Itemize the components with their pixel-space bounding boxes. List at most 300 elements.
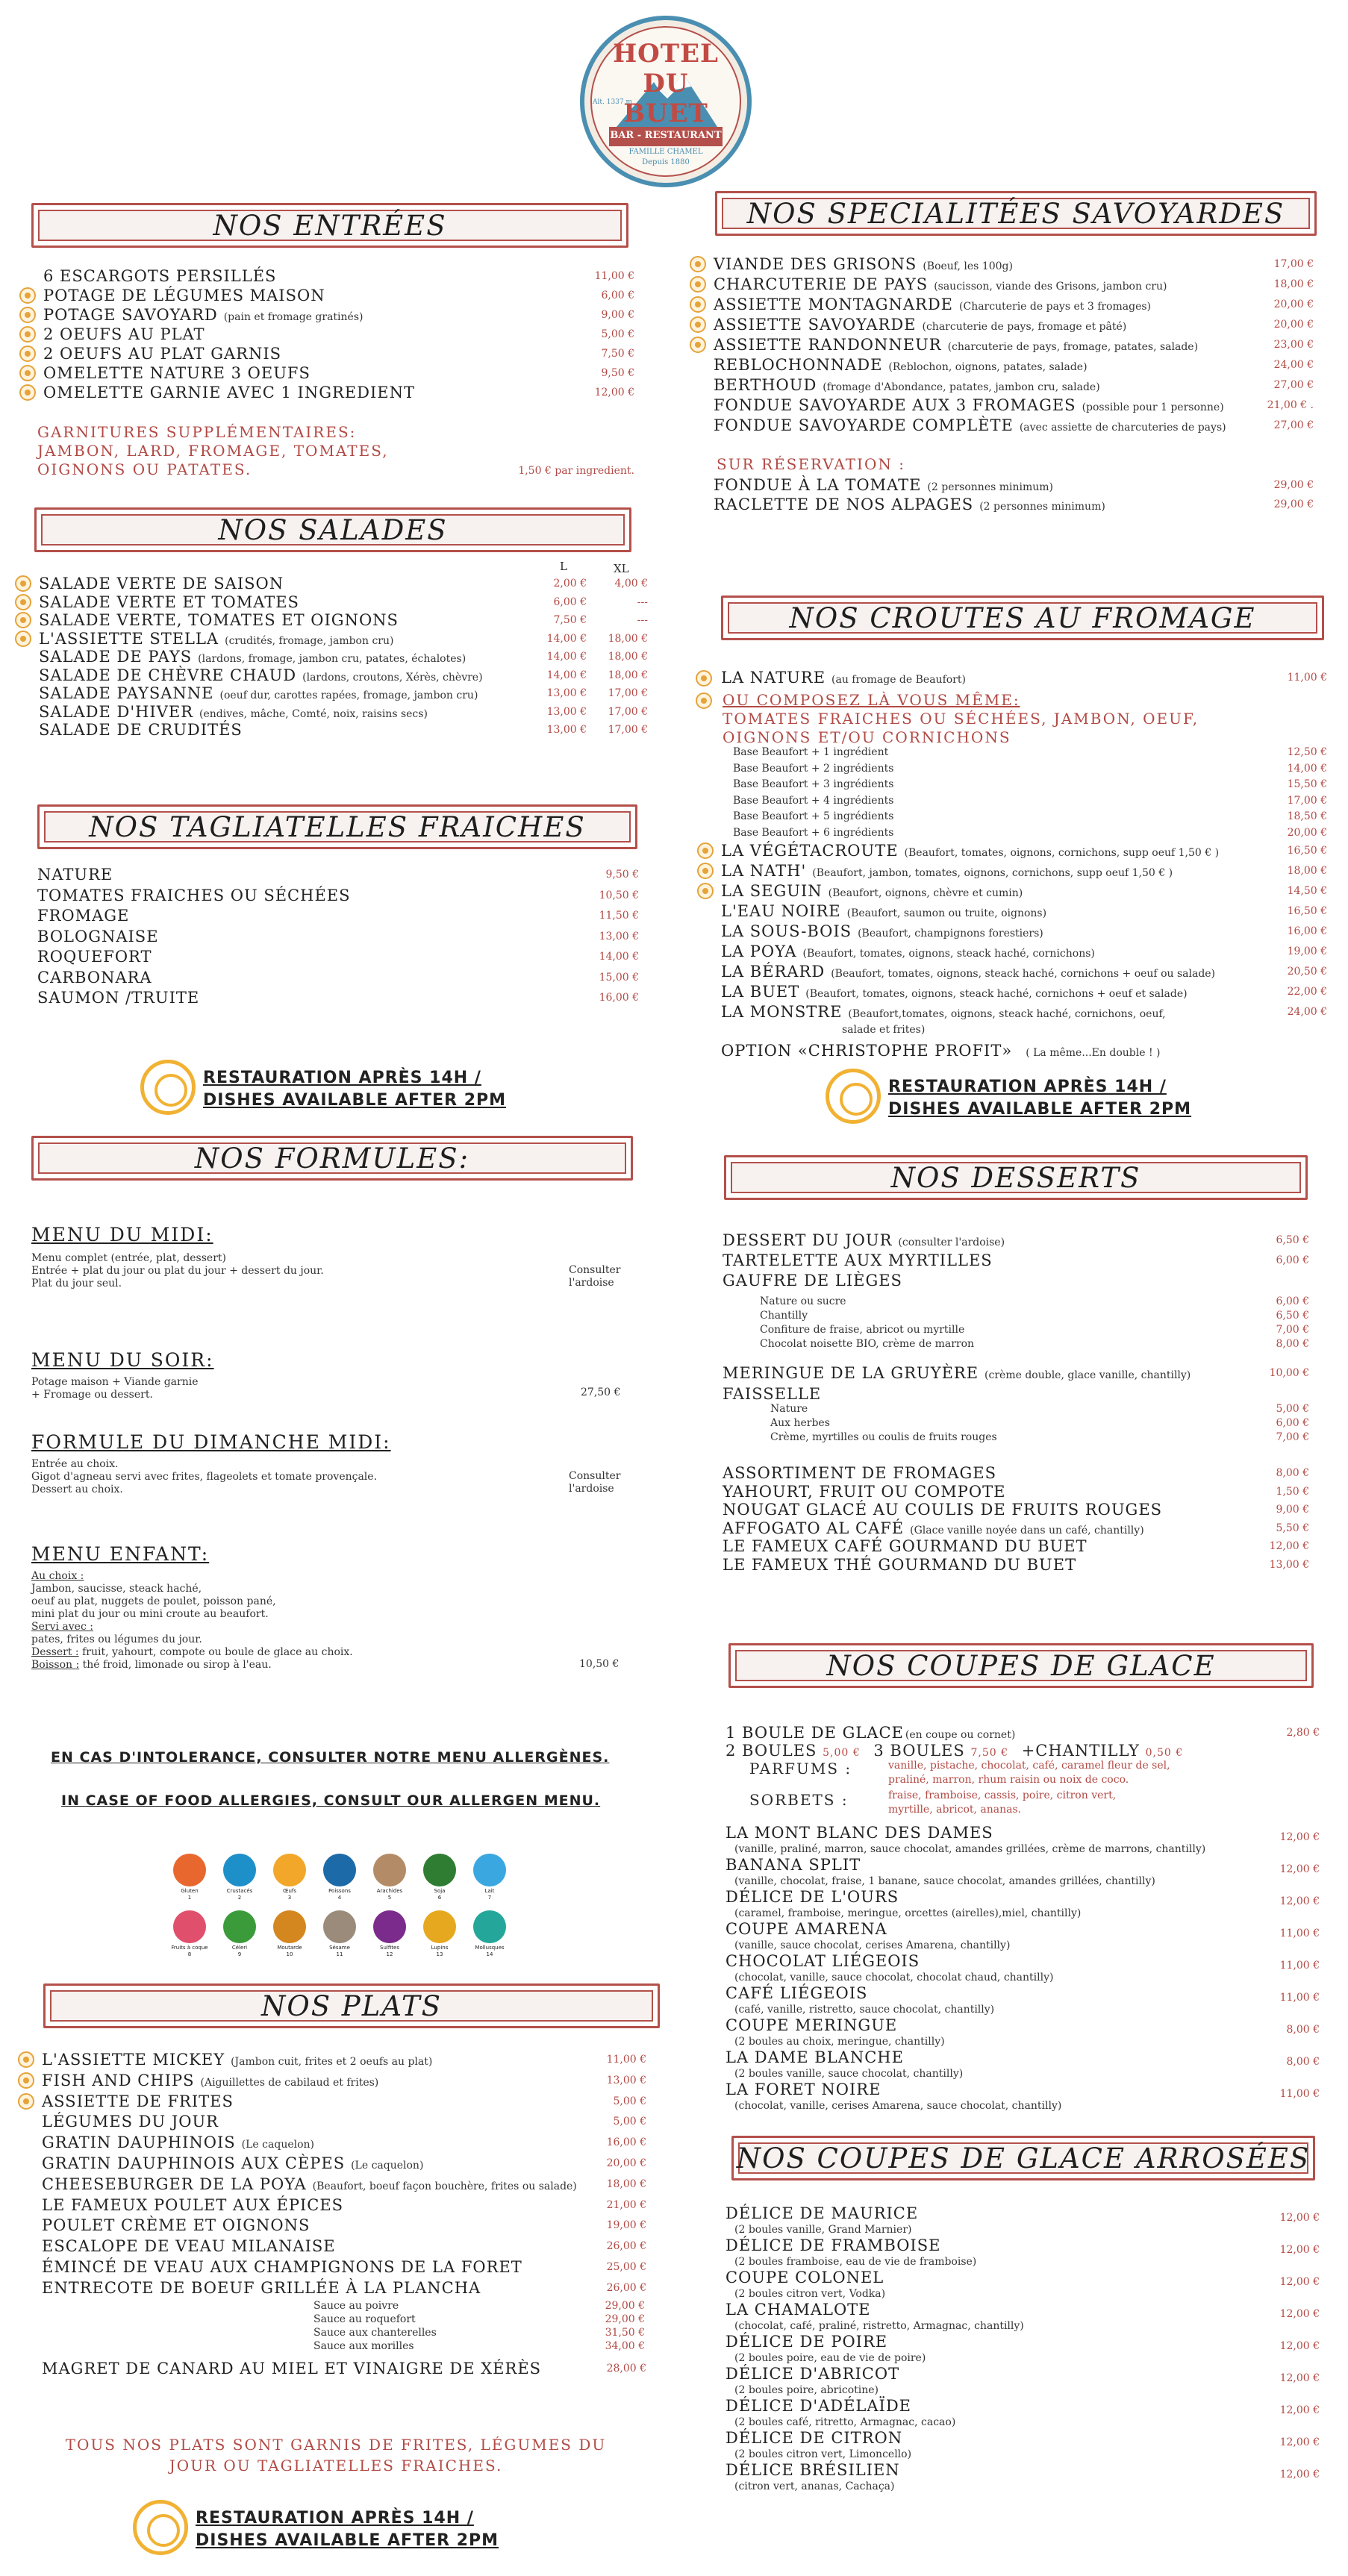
gaufre-option-price: 7,00 € bbox=[1276, 1324, 1309, 1336]
savoyarde-name bbox=[714, 275, 1167, 293]
coupe-arrosee-name: DÉLICE DE CITRON bbox=[726, 2429, 903, 2447]
allergen-label: Soja bbox=[434, 1888, 446, 1894]
savoyarde-row bbox=[714, 316, 1317, 336]
plat-price: 21,00 € bbox=[606, 2198, 646, 2211]
tagliatelle-label: TOMATES FRAICHES OU SÉCHÉES bbox=[37, 886, 351, 904]
boule1-row bbox=[726, 1724, 1320, 1744]
allergen-label: Céleri bbox=[231, 1945, 248, 1951]
coupe-desc: (vanille, chocolat, fraise, 1 banane, sauce chocolat, amandes grillées, chantilly) bbox=[734, 1875, 1155, 1887]
entree-row bbox=[43, 306, 636, 326]
boule1-price: 2,80 € bbox=[1286, 1727, 1320, 1739]
logo-family: FAMILLE CHAMEL bbox=[628, 148, 703, 156]
house-special-icon bbox=[697, 842, 714, 859]
croute-name bbox=[721, 942, 1095, 960]
soup-bowl-icon bbox=[826, 1069, 881, 1124]
savoyarde-name bbox=[714, 356, 1088, 374]
coupe-row bbox=[726, 1856, 1320, 1876]
allergen-number: 8 bbox=[187, 1951, 192, 1957]
allergen-label: Poissons bbox=[328, 1888, 351, 1894]
savoyarde-row bbox=[714, 416, 1317, 437]
croute-name bbox=[721, 922, 1043, 940]
faisselle-heading: FAISSELLE bbox=[723, 1385, 822, 1403]
croute-row bbox=[721, 942, 1327, 963]
salade-label: SALADE DE PAYS bbox=[39, 648, 193, 666]
savoyarde-name bbox=[714, 376, 1100, 394]
savoyarde-row bbox=[714, 255, 1317, 275]
allergen-poissons-icon bbox=[323, 1854, 356, 1886]
restauration-notice-3 bbox=[133, 2500, 521, 2560]
soup-bowl-icon bbox=[140, 1060, 196, 1115]
savoyardes-title: NOS SPECIALITÉES SAVOYARDES bbox=[746, 197, 1285, 230]
plat-label: ESCALOPE DE VEAU MILANAISE bbox=[42, 2237, 336, 2256]
savoyarde-label: ASSIETTE MONTAGNARDE bbox=[714, 296, 954, 313]
allergen-label: Arachides bbox=[376, 1888, 403, 1894]
savoyarde-price: 21,00 € . bbox=[1267, 399, 1314, 411]
plat-desc: (Jambon cuit, frites et 2 oeufs au plat) bbox=[231, 2056, 433, 2068]
plat-name bbox=[42, 2133, 314, 2151]
salade-desc: (lardons, fromage, jambon cru, patates, échalotes) bbox=[198, 653, 467, 665]
salade-price: 14,00 € bbox=[546, 669, 587, 681]
savoyarde-label: CHARCUTERIE DE PAYS bbox=[714, 275, 929, 293]
allergen-lait-icon bbox=[473, 1854, 506, 1886]
entree-price: 9,50 € bbox=[601, 367, 634, 379]
chantilly-name: +CHANTILLY bbox=[1021, 1742, 1140, 1760]
reservation-title: SUR RÉSERVATION : bbox=[717, 455, 905, 473]
plat-row bbox=[42, 2216, 669, 2236]
boules-row bbox=[726, 1742, 1183, 1760]
entree-price: 6,00 € bbox=[601, 290, 634, 301]
croutes-title-box bbox=[721, 595, 1324, 640]
dessert-row bbox=[723, 1231, 1309, 1251]
faisselle-option-price: 7,00 € bbox=[1276, 1431, 1309, 1443]
salade-price-xl: 18,00 € bbox=[608, 669, 648, 681]
tagliatelle-price: 13,00 € bbox=[599, 930, 639, 942]
plat-row bbox=[42, 2237, 669, 2257]
entree-label: 2 OEUFS AU PLAT bbox=[43, 325, 205, 343]
meringue-desc: (crème double, glace vanille, chantilly) bbox=[985, 1369, 1191, 1381]
tagliatelles-title-box bbox=[37, 804, 637, 849]
plat-price: 16,00 € bbox=[606, 2136, 646, 2149]
savoyarde-desc: (avec assiette de charcuteries de pays) bbox=[1019, 422, 1226, 434]
salade-price: 13,00 € bbox=[546, 724, 587, 736]
savoyarde-price: 27,00 € bbox=[1273, 419, 1314, 431]
croute-desc: (Beaufort, jambon, tomates, oignons, cornichons, supp oeuf 1,50 € ) bbox=[812, 867, 1173, 879]
croute-desc: (Beaufort, champignons forestiers) bbox=[858, 928, 1043, 940]
savoyarde-label: FONDUE SAVOYARDE AUX 3 FROMAGES bbox=[714, 396, 1076, 414]
croute-label: L'EAU NOIRE bbox=[721, 902, 841, 920]
reservation-price: 29,00 € bbox=[1273, 498, 1314, 510]
savoyarde-desc: (charcuterie de pays, fromage et pâté) bbox=[922, 321, 1127, 333]
savoyarde-price: 20,00 € bbox=[1273, 298, 1314, 310]
tagliatelle-row bbox=[37, 887, 639, 907]
menu-enfant-desc: Au choix : Jambon, saucisse, steack haché, oeuf au plat, nuggets de poulet, poisson pané, mini plat du jour ou mini croute au beaufort. Servi avec : pates, frites ou légumes du jour. Dessert : fruit, yahourt, compote ou boule de glace au choix. Boisson : thé froid, limonade ou sirop à l'eau. bbox=[31, 1570, 353, 1671]
coupe-arrosee-name: DÉLICE DE MAURICE bbox=[726, 2204, 919, 2222]
base-price: 14,00 € bbox=[1287, 762, 1327, 775]
coupe-name: CHOCOLAT LIÉGEOIS bbox=[726, 1952, 920, 1970]
salade-price-xl: --- bbox=[637, 614, 648, 626]
coupe-arrosee-price: 12,00 € bbox=[1279, 2436, 1320, 2448]
coupe-arrosee-desc: (2 boules café, ritretto, Armagnac, cacao) bbox=[734, 2416, 956, 2428]
coupe-name: BANANA SPLIT bbox=[726, 1856, 861, 1874]
salade-label: L'ASSIETTE STELLA bbox=[39, 629, 219, 648]
coupe-arrosee-desc: (2 boules vanille, Grand Marnier) bbox=[734, 2224, 912, 2236]
savoyarde-desc: (fromage d'Abondance, patates, jambon cru, salade) bbox=[823, 381, 1100, 393]
base-name: Base Beaufort + 5 ingrédients bbox=[733, 810, 894, 822]
allergen-notice-en: IN CASE OF FOOD ALLERGIES, CONSULT OUR ALLERGEN MENU. bbox=[61, 1792, 601, 1809]
coupe-arrosee-row bbox=[726, 2429, 1320, 2449]
croute-desc: (Beaufort, tomates, oignons, cornichons, supp oeuf 1,50 € ) bbox=[904, 847, 1220, 859]
dessert-row bbox=[723, 1519, 1309, 1539]
tagliatelle-name bbox=[37, 948, 152, 966]
dessert-price: 5,50 € bbox=[1276, 1522, 1309, 1534]
salade-name bbox=[39, 666, 483, 684]
coupe-arrosee-price: 12,00 € bbox=[1279, 2244, 1320, 2256]
restauration-line2: DISHES AVAILABLE AFTER 2PM bbox=[196, 2531, 499, 2550]
croute-row bbox=[721, 842, 1327, 862]
dessert-price: 13,00 € bbox=[1269, 1558, 1309, 1571]
formules-title: NOS FORMULES: bbox=[194, 1142, 470, 1175]
desserts-title-box bbox=[724, 1155, 1308, 1200]
dessert-price: 1,50 € bbox=[1276, 1485, 1309, 1498]
plat-label: FISH AND CHIPS bbox=[42, 2071, 195, 2089]
coupe-arrosee-price: 12,00 € bbox=[1279, 2212, 1320, 2224]
entree-label: POTAGE SAVOYARD bbox=[43, 306, 218, 324]
savoyarde-label: VIANDE DES GRISONS bbox=[714, 255, 917, 273]
dessert-row bbox=[723, 1556, 1309, 1576]
salade-price-xl: 18,00 € bbox=[608, 651, 648, 663]
plat-desc: (Le caquelon) bbox=[241, 2139, 315, 2151]
entree-row bbox=[43, 364, 636, 384]
plat-price: 13,00 € bbox=[606, 2074, 646, 2086]
croute-label: LA MONSTRE bbox=[721, 1003, 843, 1021]
plat-name bbox=[42, 2196, 343, 2214]
croute-nature-name: LA NATURE bbox=[721, 669, 826, 687]
savoyarde-desc: (saucisson, viande des Grisons, jambon cru) bbox=[934, 281, 1167, 293]
coupe-arrosee-desc: (2 boules citron vert, Vodka) bbox=[734, 2288, 886, 2300]
croute-label: LA BUET bbox=[721, 983, 800, 1001]
entree-name bbox=[43, 306, 363, 324]
coupe-desc: (chocolat, vanille, sauce chocolat, chocolat chaud, chantilly) bbox=[734, 1972, 1054, 1983]
coupe-price: 11,00 € bbox=[1279, 2088, 1320, 2100]
tagliatelle-label: ROQUEFORT bbox=[37, 948, 152, 966]
savoyarde-price: 27,00 € bbox=[1273, 379, 1314, 391]
entree-row bbox=[43, 267, 636, 287]
restauration-notice-2 bbox=[826, 1069, 1214, 1128]
savoyarde-name bbox=[714, 416, 1226, 434]
allergen-number: 14 bbox=[486, 1951, 493, 1957]
entree-label: 6 ESCARGOTS PERSILLÉS bbox=[43, 267, 277, 285]
croute-name bbox=[721, 842, 1219, 860]
tagliatelle-name bbox=[37, 866, 113, 884]
tagliatelle-price: 9,50 € bbox=[605, 869, 639, 881]
salade-label: SALADE VERTE ET TOMATES bbox=[39, 593, 299, 611]
magret-row bbox=[42, 2360, 669, 2380]
house-special-icon bbox=[690, 256, 706, 272]
restauration-line1: RESTAURATION APRÈS 14H / bbox=[203, 1069, 481, 1087]
entrees-title: NOS ENTRÉES bbox=[213, 209, 447, 242]
reservation-label: FONDUE À LA TOMATE bbox=[714, 476, 922, 494]
garnitures-line2: JAMBON, LARD, FROMAGE, TOMATES, bbox=[37, 442, 389, 460]
plat-desc: (Aiguillettes de cabilaud et frites) bbox=[200, 2076, 379, 2089]
meringue-label: MERINGUE DE LA GRUYÈRE bbox=[723, 1364, 979, 1382]
croute-price: 14,50 € bbox=[1287, 885, 1327, 897]
tagliatelle-label: NATURE bbox=[37, 866, 113, 884]
plat-price: 18,00 € bbox=[606, 2178, 646, 2190]
croute-nature-price: 11,00 € bbox=[1287, 672, 1327, 684]
coupe-name: CAFÉ LIÉGEOIS bbox=[726, 1984, 868, 2002]
dessert-row bbox=[723, 1483, 1309, 1503]
coupe-arrosee-desc: (2 boules citron vert, Limoncello) bbox=[734, 2448, 912, 2460]
coupe-row bbox=[726, 1984, 1320, 2004]
dessert-label: LE FAMEUX THÉ GOURMAND DU BUET bbox=[723, 1555, 1077, 1574]
menu-dimanche-desc: Entrée au choix. Gigot d'agneau servi avec frites, flageolets et tomate provençale. Dessert au choix. bbox=[31, 1458, 378, 1495]
house-special-icon bbox=[18, 2051, 34, 2068]
coupe-arrosee-name: DÉLICE DE FRAMBOISE bbox=[726, 2236, 941, 2254]
arrosees-title: NOS COUPES DE GLACE ARROSÉES bbox=[736, 2142, 1311, 2175]
plat-price: 25,00 € bbox=[606, 2261, 646, 2273]
croute-desc: (Beaufort, tomates, oignons, steack haché, cornichons + oeuf et salade) bbox=[805, 988, 1188, 1000]
plat-price: 5,00 € bbox=[613, 2116, 646, 2128]
reservation-desc: (2 personnes minimum) bbox=[979, 501, 1105, 513]
plat-label: GRATIN DAUPHINOIS AUX CÈPES bbox=[42, 2154, 346, 2172]
garnitures-price: 1,50 € par ingredient. bbox=[518, 465, 634, 477]
allergen-label: Sulfites bbox=[380, 1945, 399, 1951]
croute-row bbox=[721, 902, 1327, 922]
croute-label: LA VÉGÉTACROUTE bbox=[721, 842, 899, 860]
croute-label: LA SOUS-BOIS bbox=[721, 922, 852, 940]
plat-label: LE FAMEUX POULET AUX ÉPICES bbox=[42, 2195, 344, 2214]
savoyardes-title-box bbox=[715, 191, 1317, 236]
croute-name bbox=[721, 983, 1188, 1001]
coupe-arrosee-desc: (2 boules framboise, eau de vie de framboise) bbox=[734, 2256, 977, 2268]
allergen-number: 7 bbox=[487, 1895, 492, 1901]
dessert-name bbox=[723, 1272, 902, 1289]
coupe-arrosee-price: 12,00 € bbox=[1279, 2308, 1320, 2320]
croute-name bbox=[721, 882, 1023, 900]
tagliatelle-price: 16,00 € bbox=[599, 992, 639, 1004]
salade-desc: (oeuf dur, carottes rapées, fromage, jambon cru) bbox=[219, 690, 478, 701]
coupe-arrosee-price: 12,00 € bbox=[1279, 2469, 1320, 2480]
sorbets-line1: fraise, framboise, cassis, poire, citron vert, bbox=[888, 1789, 1117, 1801]
allergen-number: 10 bbox=[286, 1951, 293, 1957]
house-special-icon bbox=[696, 670, 712, 687]
salade-price-xl: 17,00 € bbox=[608, 687, 648, 699]
salade-name bbox=[39, 575, 284, 593]
base-name: Base Beaufort + 2 ingrédients bbox=[733, 762, 894, 775]
entree-row bbox=[43, 384, 636, 404]
coupe-arrosee-name: DÉLICE DE POIRE bbox=[726, 2333, 888, 2351]
salade-row bbox=[39, 611, 649, 631]
allergen-soja-icon bbox=[423, 1854, 456, 1886]
gaufre-option-price: 8,00 € bbox=[1276, 1338, 1309, 1350]
coupe-desc: (café, vanille, ristretto, sauce chocolat, chantilly) bbox=[734, 2004, 995, 2016]
salade-desc: (crudités, fromage, jambon cru) bbox=[225, 634, 394, 647]
house-special-icon bbox=[697, 863, 714, 879]
restauration-line1: RESTAURATION APRÈS 14H / bbox=[196, 2509, 474, 2527]
allergen-label: Œufs bbox=[282, 1888, 297, 1894]
savoyarde-price: 23,00 € bbox=[1273, 339, 1314, 351]
plat-name bbox=[42, 2072, 378, 2089]
coupe-arrosee-desc: (chocolat, café, praliné, ristretto, Armagnac, chantilly) bbox=[734, 2320, 1024, 2332]
coupe-name: COUPE MERINGUE bbox=[726, 2016, 898, 2034]
menu-midi-price: Consulter l'ardoise bbox=[569, 1264, 621, 1289]
restauration-line1: RESTAURATION APRÈS 14H / bbox=[888, 1078, 1167, 1096]
sauce-price: 31,50 € bbox=[605, 2327, 645, 2339]
plat-row bbox=[42, 2196, 669, 2216]
salade-price-xl: 4,00 € bbox=[614, 578, 648, 590]
coupe-desc: (caramel, framboise, meringue, orcettes (airelles),miel, chantilly) bbox=[734, 1907, 1082, 1919]
savoyarde-name bbox=[714, 316, 1126, 334]
allergen-number: 12 bbox=[386, 1951, 393, 1957]
boule2-name: 2 BOULES bbox=[726, 1742, 817, 1760]
allergen-number: 5 bbox=[387, 1895, 392, 1901]
sorbets-line2: myrtille, abricot, ananas. bbox=[888, 1804, 1022, 1816]
savoyarde-row bbox=[714, 356, 1317, 376]
plat-desc: (Beaufort, boeuf façon bouchère, frites ou salade) bbox=[312, 2180, 577, 2192]
salade-row bbox=[39, 593, 649, 613]
allergen-number: 13 bbox=[436, 1951, 443, 1957]
tagliatelle-row bbox=[37, 928, 639, 948]
compose-title: OU COMPOSEZ LÀ VOUS MÊME: bbox=[723, 691, 1020, 709]
reservation-label: RACLETTE DE NOS ALPAGES bbox=[714, 495, 974, 513]
restauration-line2: DISHES AVAILABLE AFTER 2PM bbox=[888, 1100, 1192, 1119]
coupe-arrosee-row bbox=[726, 2461, 1320, 2481]
tagliatelle-price: 10,50 € bbox=[599, 889, 639, 901]
tagliatelle-label: BOLOGNAISE bbox=[37, 927, 159, 945]
entree-desc: (pain et fromage gratinés) bbox=[223, 311, 363, 323]
savoyarde-row bbox=[714, 396, 1317, 416]
allergen-gluten-icon bbox=[173, 1854, 206, 1886]
faisselle-option-name: Aux herbes bbox=[770, 1417, 830, 1429]
dessert-name bbox=[723, 1231, 1005, 1249]
salade-price: 13,00 € bbox=[546, 705, 587, 718]
sauce-name: Sauce aux morilles bbox=[313, 2340, 414, 2352]
sauce-price: 29,00 € bbox=[605, 2313, 645, 2325]
garnitures-line3: OIGNONS OU PATATES. bbox=[37, 460, 252, 478]
base-price: 12,50 € bbox=[1287, 746, 1327, 758]
salade-label: SALADE VERTE DE SAISON bbox=[39, 575, 284, 593]
allergen-number: 11 bbox=[336, 1951, 343, 1957]
salade-price: 14,00 € bbox=[546, 651, 587, 663]
logo-alt: Alt. 1337 m bbox=[593, 99, 633, 106]
allergen-mollusques-icon bbox=[473, 1910, 506, 1943]
coupe-price: 11,00 € bbox=[1279, 1928, 1320, 1939]
house-special-icon bbox=[18, 2072, 34, 2089]
tagliatelle-price: 15,00 € bbox=[599, 971, 639, 984]
base-price: 15,50 € bbox=[1287, 778, 1327, 790]
savoyarde-label: BERTHOUD bbox=[714, 376, 817, 394]
savoyarde-name bbox=[714, 336, 1198, 354]
menu-soir-price: 27,50 € bbox=[581, 1387, 621, 1398]
allergen-arachides-icon bbox=[373, 1854, 406, 1886]
entree-label: POTAGE DE LÉGUMES MAISON bbox=[43, 287, 325, 304]
salade-label: SALADE PAYSANNE bbox=[39, 684, 214, 702]
monstre-desc-line2: salade et frites) bbox=[842, 1024, 926, 1036]
house-special-icon bbox=[19, 365, 36, 381]
sauce-name: Sauce au roquefort bbox=[313, 2313, 416, 2325]
dessert-label: GAUFRE DE LIÈGES bbox=[723, 1272, 902, 1289]
plat-price: 20,00 € bbox=[606, 2157, 646, 2169]
plats-title-box bbox=[43, 1983, 660, 2028]
tagliatelle-price: 11,50 € bbox=[599, 910, 639, 922]
gaufre-option-name: Confiture de fraise, abricot ou myrtille bbox=[760, 1324, 965, 1336]
coupe-row bbox=[726, 2081, 1320, 2101]
menu-soir-heading: MENU DU SOIR: bbox=[31, 1349, 214, 1371]
plat-row bbox=[42, 2175, 669, 2195]
croute-price: 24,00 € bbox=[1287, 1006, 1327, 1018]
menu-midi-heading: MENU DU MIDI: bbox=[31, 1224, 213, 1245]
dessert-desc: (consulter l'ardoise) bbox=[898, 1237, 1005, 1248]
savoyarde-desc: (Charcuterie de pays et 3 fromages) bbox=[959, 301, 1152, 313]
tagliatelle-name bbox=[37, 907, 129, 925]
formules-title-box bbox=[31, 1136, 633, 1181]
croute-nature-row bbox=[721, 669, 1327, 689]
coupe-row bbox=[726, 1920, 1320, 1940]
savoyarde-label: ASSIETTE SAVOYARDE bbox=[714, 316, 917, 334]
coupe-name: LA MONT BLANC DES DAMES bbox=[726, 1824, 993, 1842]
base-name: Base Beaufort + 1 ingrédient bbox=[733, 746, 889, 758]
plat-label: LÉGUMES DU JOUR bbox=[42, 2113, 219, 2131]
salade-row bbox=[39, 575, 649, 595]
base-price: 20,00 € bbox=[1287, 826, 1327, 839]
salade-label: SALADE DE CRUDITÉS bbox=[39, 721, 243, 739]
sauce-name: Sauce aux chanterelles bbox=[313, 2327, 437, 2339]
savoyarde-row bbox=[714, 376, 1317, 396]
base-price: 18,50 € bbox=[1287, 810, 1327, 822]
coupe-name: LA FORET NOIRE bbox=[726, 2081, 881, 2098]
reservation-row bbox=[714, 476, 1317, 496]
logo-since: Depuis 1880 bbox=[642, 158, 690, 166]
salade-row bbox=[39, 703, 649, 723]
boule3-price: 7,50 € bbox=[970, 1747, 1008, 1759]
entree-name bbox=[43, 325, 205, 343]
salade-price: 2,00 € bbox=[553, 578, 587, 590]
coupe-name: DÉLICE DE L'OURS bbox=[726, 1888, 899, 1906]
plat-row bbox=[42, 2092, 669, 2113]
dessert-name bbox=[723, 1464, 996, 1482]
coupe-name: LA DAME BLANCHE bbox=[726, 2048, 904, 2066]
tagliatelle-label: CARBONARA bbox=[37, 968, 152, 987]
coupe-arrosee-row bbox=[726, 2301, 1320, 2321]
gaufre-option-name: Chocolat noisette BIO, crème de marron bbox=[760, 1338, 975, 1350]
coupe-arrosee-desc: (2 boules poire, abricotine) bbox=[734, 2384, 879, 2396]
croute-desc: (Beaufort, oignons, chèvre et cumin) bbox=[828, 887, 1023, 899]
reservation-row bbox=[714, 495, 1317, 516]
plat-row bbox=[42, 2072, 669, 2092]
plat-label: ÉMINCÉ DE VEAU AUX CHAMPIGNONS DE LA FORET bbox=[42, 2258, 522, 2276]
dessert-label: YAHOURT, FRUIT OU COMPOTE bbox=[723, 1482, 1006, 1501]
reservation-name bbox=[714, 476, 1053, 494]
salade-name bbox=[39, 630, 393, 648]
savoyarde-desc: (Reblochon, oignons, patates, salade) bbox=[888, 361, 1088, 373]
allergen-céleri-icon bbox=[223, 1910, 256, 1943]
croute-desc: (Beaufort, saumon ou truite, oignons) bbox=[846, 907, 1047, 919]
plat-name bbox=[42, 2051, 432, 2069]
entree-name bbox=[43, 267, 276, 285]
option-row bbox=[721, 1042, 1327, 1062]
house-special-icon bbox=[697, 883, 714, 899]
dessert-price: 9,00 € bbox=[1276, 1504, 1309, 1516]
faisselle-option-price: 6,00 € bbox=[1276, 1417, 1309, 1429]
chantilly-price: 0,50 € bbox=[1145, 1747, 1184, 1759]
coupe-arrosee-price: 12,00 € bbox=[1279, 2276, 1320, 2288]
croute-nature-desc: (au fromage de Beaufort) bbox=[831, 674, 966, 686]
entree-row bbox=[43, 345, 636, 365]
salade-label: SALADE D'HIVER bbox=[39, 702, 194, 721]
savoyarde-price: 20,00 € bbox=[1273, 319, 1314, 331]
plat-name bbox=[42, 2154, 423, 2172]
croute-price: 20,50 € bbox=[1287, 966, 1327, 978]
